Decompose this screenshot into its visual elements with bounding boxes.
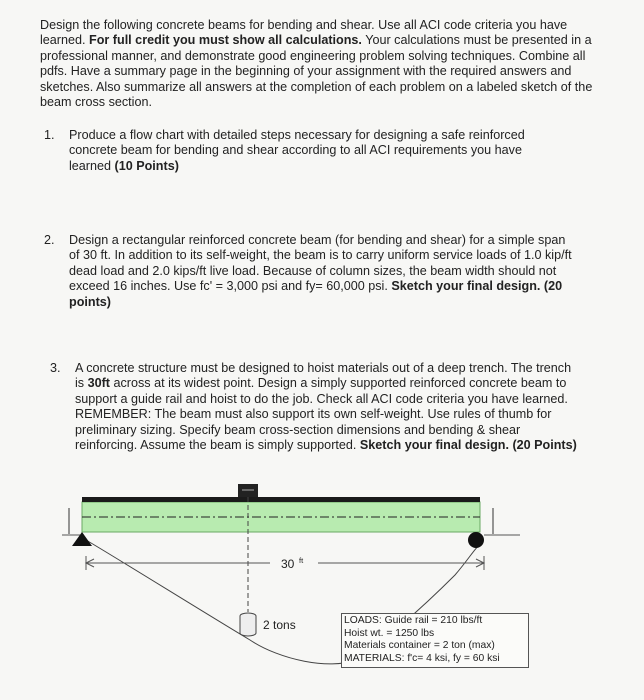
roller-support-icon xyxy=(468,532,484,548)
guide-rail xyxy=(82,497,480,502)
container-label: 2 tons xyxy=(263,618,296,632)
pin-support-icon xyxy=(72,532,92,546)
container-body xyxy=(240,616,256,636)
question-1-number: 1. xyxy=(44,128,55,142)
span-value: 30 xyxy=(281,557,295,571)
question-3-text xyxy=(75,361,581,453)
instructions-paragraph xyxy=(40,18,600,110)
loads-line-2: Hoist wt. = 1250 lbs xyxy=(344,627,435,639)
trench-beam-diagram xyxy=(0,478,644,700)
question-2-bold: Sketch your final design. (20 points) xyxy=(69,279,563,309)
span-unit: ft xyxy=(299,556,304,565)
question-3-number: 3. xyxy=(50,361,61,375)
question-3-bold: Sketch your final design. (20 Points) xyxy=(359,438,577,453)
instructions-text-2: Your calculations must be presented in a professional manner, and demonstrate good engineering problem solving techniques. Combine all pdfs. Have a summary page in the beginning of your assignment with the required answers and sketches. Also summarize all answers at the completion of each problem on a labeled sketch of the beam cross section. xyxy=(40,33,593,110)
loads-box xyxy=(341,613,529,668)
instructions-bold: For full credit you must show all calculations. xyxy=(89,33,362,48)
question-3-body-a: A concrete structure must be designed to hoist materials out of a deep trench. The trench is xyxy=(75,361,572,391)
question-1-points: (10 Points) xyxy=(114,158,179,173)
loads-line-3: Materials container = 2 ton (max) xyxy=(344,640,495,652)
question-2-body: Design a rectangular reinforced concrete beam (for bending and shear) for a simple span of 30 ft. In addition to its self-weight, the beam is to carry uniform service loads of 1.0 kip/ft dead load and 2.0 kips/ft live load. Because of column sizes, the beam width should not exceed 16 inches. Use fc' = 3,000 psi and fy= 60,000 psi. xyxy=(69,233,572,294)
question-1-text xyxy=(69,128,559,174)
question-3-body-b: across at its widest point. Design a simply supported reinforced concrete beam to support a guide rail and hoist to do the job. Check all ACI code criteria you have learned. REMEMBER: The beam must also support its own self-weight. Use rules of thumb for preliminary sizing. Specify beam cross-section dimensions and bending & shear reinforcing. Assume the beam is simply supported. xyxy=(75,376,568,453)
question-2-number: 2. xyxy=(44,233,55,247)
loads-line-1: LOADS: Guide rail = 210 lbs/ft xyxy=(344,615,483,626)
question-2-text xyxy=(69,233,579,310)
question-3-dimension: 30ft xyxy=(87,376,110,391)
instructions-text-1: Design the following concrete beams for bending and shear. Use all ACI code criteria you have learned. xyxy=(40,18,568,48)
loads-line-4: MATERIALS: f'c= 4 ksi, fy = 60 ksi xyxy=(344,652,500,664)
question-1-body: Produce a flow chart with detailed steps necessary for designing a safe reinforced concrete beam for bending and shear according to all ACI requirements you have learned xyxy=(69,128,525,173)
